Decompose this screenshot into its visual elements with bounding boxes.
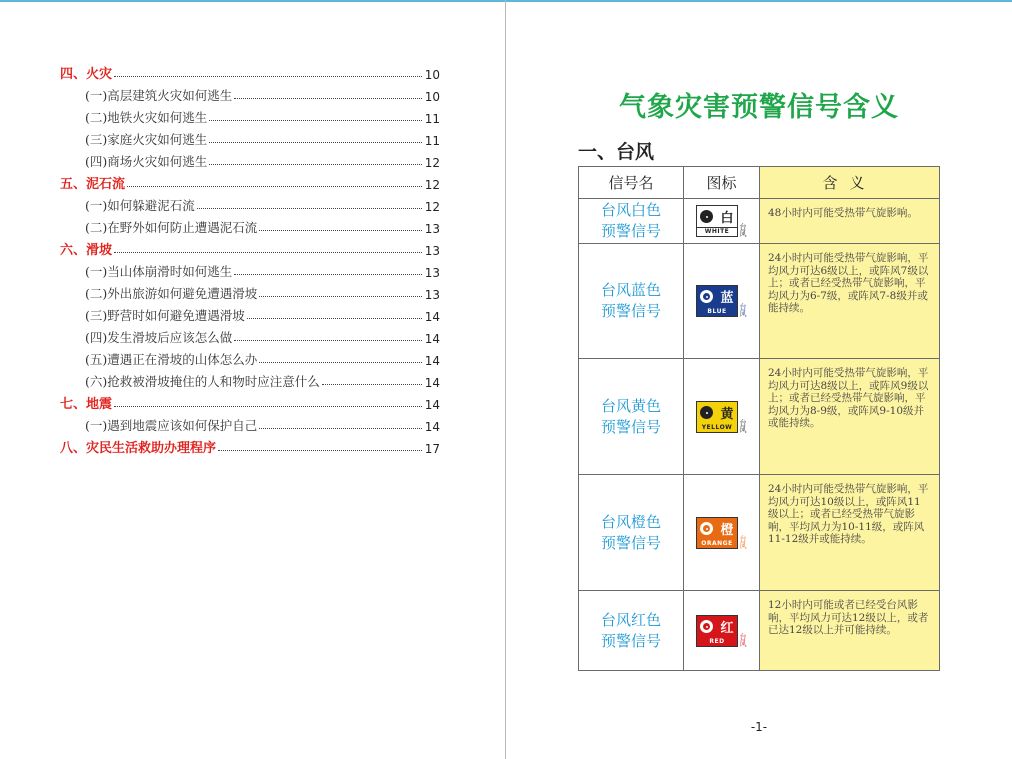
- toc-page-number: 12: [424, 156, 440, 170]
- toc-entry-title: 四、火灾: [60, 67, 113, 82]
- toc-entry-title: (三)野营时如何避免遭遇滑坡: [85, 308, 245, 323]
- page-title: 气象灾害预警信号含义: [619, 92, 899, 123]
- signal-color-label: WHITE: [697, 227, 737, 236]
- typhoon-swirl-icon: [700, 522, 713, 535]
- header-meaning: 含义: [760, 167, 940, 199]
- toc-leader-dots: [197, 208, 422, 209]
- toc-leader-dots: [209, 142, 422, 143]
- signal-name-line2: 预警信号: [600, 533, 661, 552]
- signal-side-label: 台风: [739, 303, 747, 317]
- toc-page-number: 12: [424, 178, 440, 192]
- signal-row: [579, 591, 940, 671]
- signal-meaning: [760, 359, 940, 475]
- toc-leader-dots: [114, 406, 422, 407]
- toc-page-number: 12: [424, 200, 440, 214]
- toc-page-number: 14: [424, 376, 440, 390]
- toc-leader-dots: [322, 384, 422, 385]
- signal-color-character: 蓝: [720, 291, 734, 306]
- toc-subsection-entry[interactable]: [60, 302, 440, 324]
- toc-entry-title: (四)商场火灾如何逃生: [85, 154, 208, 169]
- signal-name: [579, 475, 684, 591]
- signal-name-line1: 台风黄色: [600, 396, 661, 415]
- toc-section-entry[interactable]: [60, 434, 440, 456]
- signal-row: [579, 199, 940, 244]
- signal-row: [579, 244, 940, 359]
- signal-name-line2: 预警信号: [600, 222, 661, 240]
- toc-entry-title: (一)高层建筑火灾如何逃生: [85, 88, 233, 103]
- toc-page-number: 11: [424, 134, 440, 148]
- signal-name: [579, 244, 684, 359]
- signal-name-line1: 台风红色: [600, 610, 661, 629]
- section-heading-typhoon: 一、台风: [578, 141, 655, 163]
- signal-color-character: 黄: [720, 406, 734, 422]
- toc-page-number: 14: [424, 332, 440, 346]
- toc-page-number: 14: [424, 310, 440, 324]
- toc-section-entry[interactable]: [60, 390, 440, 412]
- toc-subsection-entry[interactable]: [60, 104, 440, 126]
- toc-leader-dots: [259, 296, 422, 297]
- toc-page-number: 14: [424, 354, 440, 368]
- toc-page-number: 13: [424, 244, 440, 258]
- toc-entry-title: (一)当山体崩滑时如何逃生: [85, 264, 233, 279]
- toc-leader-dots: [259, 428, 422, 429]
- toc-entry-title: 六、滑坡: [60, 243, 113, 258]
- typhoon-warning-icon: [696, 615, 747, 647]
- toc-page-number: 13: [424, 266, 440, 280]
- table-header-row: [579, 167, 940, 199]
- signal-icon-cell: [684, 475, 760, 591]
- typhoon-warning-icon: [696, 285, 747, 317]
- signal-name-line2: 预警信号: [600, 302, 661, 320]
- signal-meaning: [760, 244, 940, 359]
- signal-meaning-text: 24小时内可能受热带气旋影响，平均风力可达8级以上，或阵风9级以上；或者已经受热带气旋影响，平均风力为8-9级，或阵风9-10级并或能持续。: [768, 367, 929, 429]
- signal-meaning-text: 12小时内可能或者已经受台风影响，平均风力可达12级以上，或者已达12级以上并可能持续。: [768, 599, 929, 636]
- toc-entry-title: (二)地铁火灾如何逃生: [85, 110, 208, 125]
- toc-entry-title: (二)外出旅游如何避免遭遇滑坡: [85, 286, 258, 301]
- toc-subsection-entry[interactable]: [60, 368, 440, 390]
- toc-entry-title: (一)遇到地震应该如何保护自己: [85, 418, 258, 433]
- signal-side-label: 台风: [739, 223, 747, 237]
- toc-page-number: 13: [424, 222, 440, 236]
- signal-name-line2: 预警信号: [600, 631, 661, 650]
- toc-leader-dots: [234, 274, 422, 275]
- signal-name-line1: 台风蓝色: [600, 281, 661, 299]
- toc-section-entry[interactable]: [60, 236, 440, 258]
- toc-leader-dots: [234, 98, 422, 99]
- signal-icon-cell: [684, 359, 760, 475]
- toc-subsection-entry[interactable]: [60, 280, 440, 302]
- signal-meaning-text: 24小时内可能受热带气旋影响，平均风力可达10级以上，或阵风11级以上；或者已经受热带气旋影响，平均风力为10-11级，或阵风11-12级并或能持续。: [768, 483, 929, 545]
- toc-entry-title: (一)如何躲避泥石流: [85, 198, 195, 213]
- typhoon-swirl-icon: [700, 406, 713, 419]
- toc-leader-dots: [114, 252, 422, 253]
- header-icon: 图标: [684, 167, 760, 199]
- signal-side-label: 台风: [739, 418, 747, 433]
- typhoon-swirl-icon: [700, 210, 713, 223]
- toc-subsection-entry[interactable]: [60, 214, 440, 236]
- signal-row: [579, 475, 940, 591]
- signal-meaning: [760, 475, 940, 591]
- signal-name: [579, 359, 684, 475]
- signal-color-label: ORANGE: [697, 539, 737, 548]
- toc-subsection-entry[interactable]: [60, 258, 440, 280]
- signal-row: [579, 359, 940, 475]
- toc-leader-dots: [234, 340, 422, 341]
- typhoon-swirl-icon: [700, 290, 713, 303]
- toc-leader-dots: [259, 230, 422, 231]
- toc-page-number: 14: [424, 398, 440, 412]
- signal-icon-cell: [684, 591, 760, 671]
- toc-leader-dots: [259, 362, 422, 363]
- signal-name-line2: 预警信号: [600, 417, 661, 436]
- toc-page-number: 14: [424, 420, 440, 434]
- signal-meaning: [760, 591, 940, 671]
- toc-page-number: 10: [424, 90, 440, 104]
- toc-entry-title: (二)在野外如何防止遭遇泥石流: [85, 220, 258, 235]
- signal-icon-cell: [684, 244, 760, 359]
- signal-side-label: 台风: [739, 534, 747, 549]
- signal-color-character: 橙: [720, 522, 734, 538]
- toc-entry-title: (六)抢救被滑坡掩住的人和物时应注意什么: [85, 374, 320, 389]
- toc-entry-title: 七、地震: [60, 397, 113, 412]
- signal-icon-cell: [684, 199, 760, 244]
- toc-subsection-entry[interactable]: [60, 82, 440, 104]
- toc-entry-title: (三)家庭火灾如何逃生: [85, 132, 208, 147]
- toc-leader-dots: [114, 76, 422, 77]
- toc-leader-dots: [247, 318, 422, 319]
- toc-page-number: 13: [424, 288, 440, 302]
- signal-color-character: 白: [720, 211, 734, 226]
- table-body: [579, 199, 940, 671]
- signal-meaning: [760, 199, 940, 244]
- page-number: -1-: [750, 720, 768, 734]
- toc-subsection-entry[interactable]: [60, 148, 440, 170]
- signal-color-label: BLUE: [697, 307, 737, 316]
- toc-leader-dots: [209, 164, 422, 165]
- typhoon-signal-table: [578, 166, 940, 671]
- toc-page-number: 17: [424, 442, 440, 456]
- signal-name: [579, 199, 684, 244]
- signal-name: [579, 591, 684, 671]
- signal-name-line1: 台风白色: [600, 201, 661, 219]
- signal-name-line1: 台风橙色: [600, 512, 661, 531]
- signal-meaning-text: 24小时内可能受热带气旋影响，平均风力可达6级以上，或阵风7级以上；或者已经受热带气旋影响，平均风力为6-7级，或阵风7-8级并或能持续。: [768, 252, 929, 314]
- header-signal-name: 信号名: [579, 167, 684, 199]
- table-of-contents: [60, 60, 440, 456]
- signal-meaning-text: 48小时内可能受热带气旋影响。: [768, 207, 918, 219]
- toc-page-number: 10: [424, 68, 440, 82]
- signal-color-label: YELLOW: [697, 423, 737, 432]
- toc-entry-title: 五、泥石流: [60, 177, 126, 192]
- toc-entry-title: (四)发生滑坡后应该怎么做: [85, 330, 233, 345]
- toc-entry-title: 八、灾民生活救助办理程序: [60, 441, 217, 456]
- toc-subsection-entry[interactable]: [60, 192, 440, 214]
- typhoon-warning-icon: [696, 205, 747, 237]
- toc-entry-title: (五)遭遇正在滑坡的山体怎么办: [85, 352, 258, 367]
- toc-subsection-entry[interactable]: [60, 412, 440, 434]
- toc-section-entry[interactable]: [60, 170, 440, 192]
- signal-color-character: 红: [720, 620, 734, 636]
- typhoon-warning-icon: [696, 401, 747, 433]
- signal-color-label: RED: [697, 637, 737, 646]
- signal-side-label: 台风: [739, 632, 747, 647]
- toc-leader-dots: [209, 120, 422, 121]
- toc-subsection-entry[interactable]: [60, 126, 440, 148]
- toc-subsection-entry[interactable]: [60, 346, 440, 368]
- toc-page-number: 11: [424, 112, 440, 126]
- typhoon-warning-icon: [696, 517, 747, 549]
- toc-leader-dots: [218, 450, 422, 451]
- toc-subsection-entry[interactable]: [60, 324, 440, 346]
- toc-leader-dots: [127, 186, 422, 187]
- toc-section-entry[interactable]: [60, 60, 440, 82]
- typhoon-swirl-icon: [700, 620, 713, 633]
